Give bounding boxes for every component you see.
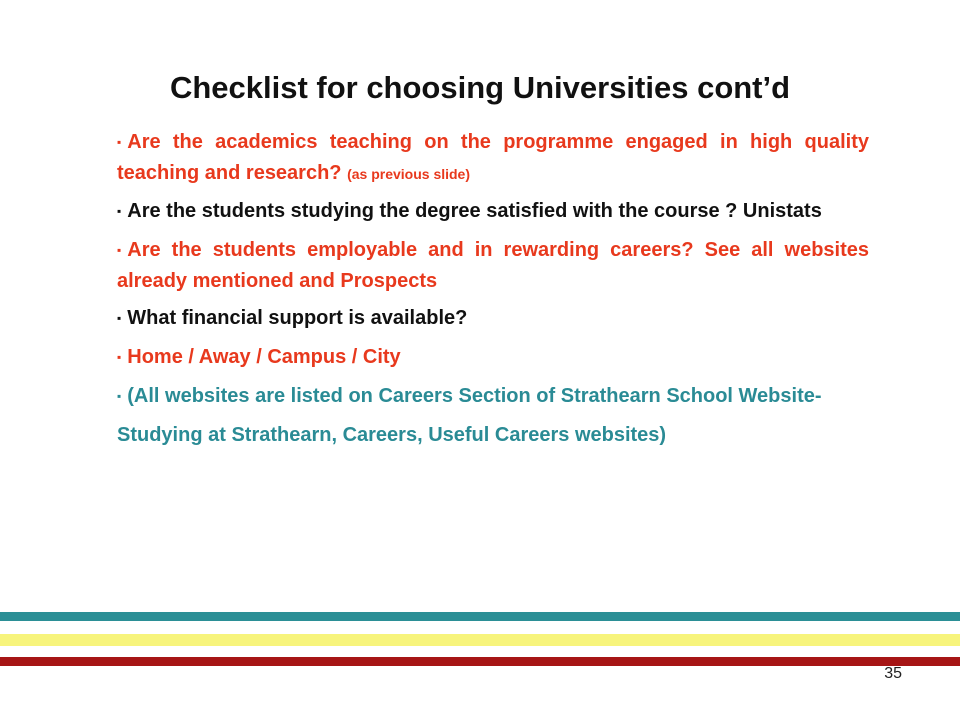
bullet-square-icon: ▪ <box>117 311 122 325</box>
bullet-square-icon: ▪ <box>117 243 122 257</box>
bullet-square-icon: ▪ <box>117 204 122 218</box>
bullet-text: Are the students studying the degree satisfied with the course ? Unistats <box>127 200 822 222</box>
bullet-text: Home / Away / Campus / City <box>127 346 401 368</box>
stripe-red <box>0 657 960 666</box>
bullet-note: (as previous slide) <box>347 166 471 182</box>
page-number: 35 <box>884 665 902 682</box>
bullet-students-employable <box>117 236 869 296</box>
bullet-square-icon: ▪ <box>117 135 122 149</box>
bullet-home-away <box>117 343 869 374</box>
bullet-text: Are the academics teaching on the programme engaged in high quality teaching and research? <box>117 131 869 184</box>
bullet-square-icon: ▪ <box>117 389 122 403</box>
bullet-students-satisfied <box>117 197 869 228</box>
stripe-yellow <box>0 634 960 646</box>
bullet-text: What financial support is available? <box>127 307 468 329</box>
bullet-square-icon: ▪ <box>117 350 122 364</box>
bullet-list <box>117 128 869 458</box>
slide-title: Checklist for choosing Universities cont’d <box>169 70 791 105</box>
footer-line: Studying at Strathearn, Careers, Useful Careers websites) <box>117 424 667 446</box>
bullet-text: Are the students employable and in rewarding careers? See all websites already mentioned and Prospects <box>117 239 869 292</box>
stripe-teal <box>0 612 960 621</box>
bullet-financial-support <box>117 304 869 335</box>
bullet-academics <box>117 128 869 189</box>
bullet-websites-listed <box>117 382 869 413</box>
bullet-text: (All websites are listed on Careers Section of Strathearn School Website- <box>127 385 822 407</box>
